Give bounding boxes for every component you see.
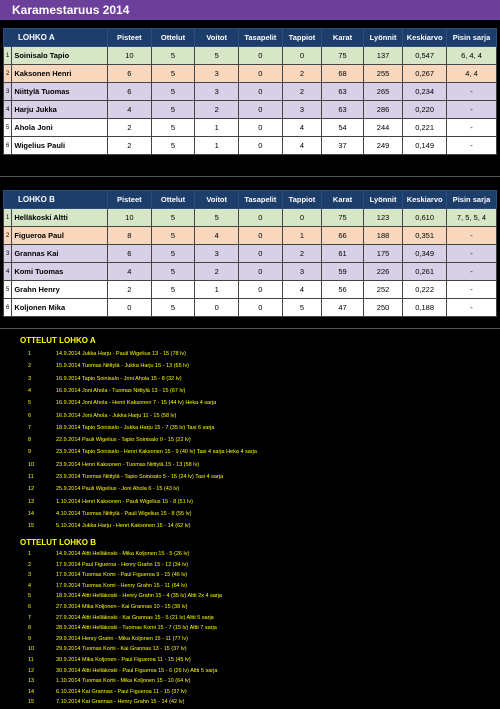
col-header: Lyönnit <box>363 29 403 47</box>
stat-cell: 5 <box>151 263 195 281</box>
stat-cell: 5 <box>151 245 195 263</box>
stat-cell: 0 <box>239 227 283 245</box>
match-number: 5 <box>28 593 32 600</box>
stat-cell: 0 <box>282 209 322 227</box>
stat-cell: 4 <box>282 137 322 155</box>
match-number: 8 <box>28 625 32 632</box>
table-row <box>4 209 497 227</box>
stat-cell: 5 <box>151 137 195 155</box>
player-name: Figueroa Paul <box>12 227 108 245</box>
match-result: 16.9.2014 Joni Ahola - Tuomas Niittylä 13 - 15 (67 lv) <box>56 387 186 394</box>
list-item <box>0 413 500 423</box>
stat-cell: 5 <box>151 227 195 245</box>
page-title: Karamestaruus 2014 <box>0 0 500 20</box>
rank-cell: 5 <box>4 119 12 137</box>
stat-cell: 0,222 <box>403 281 447 299</box>
match-number: 11 <box>28 474 34 480</box>
stat-cell: 6 <box>108 83 152 101</box>
list-item <box>0 657 500 667</box>
player-name: Kaksonen Henri <box>12 65 108 83</box>
match-result: 18.9.2014 Altti Helläkoski - Henry Grahn 15 - 4 (35 lv) Altti 2x 4 sarja <box>56 593 222 600</box>
stat-cell: 56 <box>322 281 364 299</box>
stat-cell: 5 <box>151 101 195 119</box>
stat-cell: 244 <box>363 119 403 137</box>
stat-cell: 137 <box>363 47 403 65</box>
stat-cell: 59 <box>322 263 364 281</box>
player-name: Ahola Joni <box>12 119 108 137</box>
stat-cell: 4, 4 <box>446 65 496 83</box>
table-row <box>4 281 497 299</box>
match-number: 6 <box>28 412 32 419</box>
stat-cell: 286 <box>363 101 403 119</box>
stat-cell: 0,149 <box>403 137 447 155</box>
match-number: 5 <box>28 400 32 407</box>
match-result: 29.9.2014 Tuomas Komi - Kai Grannas 13 - 15 (37 lv) <box>56 646 187 653</box>
list-item <box>0 486 500 496</box>
match-number: 6 <box>28 604 32 610</box>
col-header: Voitot <box>195 29 239 47</box>
list-item <box>0 646 500 656</box>
col-header: Pisteet <box>108 191 152 209</box>
list-item <box>0 636 500 646</box>
col-header: Voitot <box>195 191 239 209</box>
stat-cell: 2 <box>195 263 239 281</box>
match-result: 18.9.2014 Tapio Soinisalo - Jukka Harju 15 - 7 (35 lv) Tasi 6 sarja <box>56 424 215 431</box>
stat-cell: 0 <box>239 209 283 227</box>
table-row <box>4 263 497 281</box>
match-result: 7.10.2014 Kai Grannas - Henry Grahn 15 - 14 (42 lv) <box>56 699 185 706</box>
stat-cell: 0 <box>282 47 322 65</box>
stat-cell: 5 <box>151 65 195 83</box>
list-item <box>0 376 500 386</box>
stat-cell: 68 <box>322 65 364 83</box>
stat-cell: 2 <box>108 281 152 299</box>
match-result: 22.9.2014 Pauli Wigelius - Tapio Soinisalo 0 - 15 (22 lv) <box>56 437 191 444</box>
stat-cell: 250 <box>363 299 403 317</box>
list-item <box>0 678 500 688</box>
stat-cell: 6 <box>108 245 152 263</box>
stat-cell: 6, 4, 4 <box>446 47 496 65</box>
stat-cell: 255 <box>363 65 403 83</box>
match-number: 10 <box>28 646 35 653</box>
stat-cell: 5 <box>282 299 322 317</box>
stat-cell: 1 <box>195 137 239 155</box>
match-number: 4 <box>28 582 32 589</box>
stat-cell: 0,547 <box>403 47 447 65</box>
match-number: 14 <box>28 688 35 695</box>
list-item <box>0 400 500 410</box>
match-result: 23.9.2014 Henri Kaksonen - Tuomas Niittylä 15 - 13 (58 lv) <box>56 461 200 468</box>
stat-cell: 2 <box>282 245 322 263</box>
stat-cell: 10 <box>108 47 152 65</box>
match-number: 3 <box>28 375 32 382</box>
list-item <box>0 604 500 614</box>
match-number: 4 <box>28 387 32 394</box>
match-number: 1 <box>28 551 32 557</box>
match-number: 3 <box>28 572 32 579</box>
stat-cell: 0 <box>239 101 283 119</box>
stat-cell: - <box>446 119 496 137</box>
match-number: 13 <box>28 678 35 685</box>
match-number: 10 <box>28 461 35 468</box>
stat-cell: 2 <box>108 119 152 137</box>
list-item <box>0 689 500 699</box>
stat-cell: 0 <box>239 119 283 137</box>
rank-cell: 1 <box>4 47 12 65</box>
match-number: 12 <box>28 667 35 674</box>
match-result: 16.9.2014 Joni Ahola - Jukka Harju 11 - 15 (58 lv) <box>56 412 177 419</box>
match-number: 2 <box>28 363 32 370</box>
match-number: 15 <box>28 523 35 530</box>
stat-cell: 5 <box>151 299 195 317</box>
group-name: LOHKO A <box>4 29 108 47</box>
table-row <box>4 47 497 65</box>
standings-table-lohko-b <box>3 190 497 317</box>
list-item <box>0 593 500 603</box>
stat-cell: 61 <box>322 245 364 263</box>
stat-cell: 4 <box>108 101 152 119</box>
stat-cell: 7, 5, 5, 4 <box>446 209 496 227</box>
stat-cell: 5 <box>195 209 239 227</box>
stat-cell: 5 <box>195 47 239 65</box>
stat-cell: 0,261 <box>403 263 447 281</box>
col-header: Karat <box>322 29 364 47</box>
list-item <box>0 551 500 561</box>
stat-cell: 188 <box>363 227 403 245</box>
stat-cell: - <box>446 299 496 317</box>
stat-cell: 0 <box>239 245 283 263</box>
stat-cell: 63 <box>322 83 364 101</box>
stat-cell: - <box>446 101 496 119</box>
stat-cell: 2 <box>195 101 239 119</box>
stat-cell: 0,351 <box>403 227 447 245</box>
match-result: 14.9.2014 Jukka Harju - Pauli Wigelius 13 - 15 (78 lv) <box>56 351 186 357</box>
stat-cell: 1 <box>282 227 322 245</box>
match-number: 14 <box>28 510 35 517</box>
stat-cell: 1 <box>195 119 239 137</box>
match-result: 16.9.2014 Tapio Soinisalo - Joni Ahola 15 - 8 (32 lv) <box>56 375 182 382</box>
stat-cell: 6 <box>108 65 152 83</box>
stat-cell: 265 <box>363 83 403 101</box>
stat-cell: 0 <box>239 47 283 65</box>
stat-cell: 5 <box>151 83 195 101</box>
stat-cell: 2 <box>282 65 322 83</box>
list-item <box>0 474 500 484</box>
stat-cell: 75 <box>322 47 364 65</box>
match-result: 17.9.2014 Paul Figueroa - Henry Grahn 15 - 12 (34 lv) <box>56 561 189 568</box>
match-result: 27.9.2014 Mika Koljonen - Kai Grannas 10 - 15 (38 lv) <box>56 604 188 610</box>
player-name: Grannas Kai <box>12 245 108 263</box>
col-header: Pisin sarja <box>446 29 496 47</box>
stat-cell: 0 <box>108 299 152 317</box>
match-result: 16.9.2014 Joni Ahola - Henri Kaksonen 7 - 15 (44 lv) Heka 4 sarja <box>56 400 217 407</box>
stat-cell: 3 <box>282 263 322 281</box>
match-result: 17.9.2014 Tuomas Komi - Henry Grahn 15 - 11 (64 lv) <box>56 582 188 589</box>
list-item <box>0 562 500 572</box>
stat-cell: 0,610 <box>403 209 447 227</box>
col-header: Pisteet <box>108 29 152 47</box>
list-item <box>0 668 500 678</box>
col-header: Keskiarvo <box>403 29 447 47</box>
matches-heading-b: OTTELUT LOHKO B <box>20 538 96 547</box>
divider <box>0 328 500 329</box>
match-result: 27.9.2014 Altti Helläkoski - Kai Grannas 15 - 5 (21 lv) Altti 5 sarja <box>56 614 214 621</box>
stat-cell: 3 <box>282 101 322 119</box>
match-number: 12 <box>28 486 35 493</box>
player-name: Grahn Henry <box>12 281 108 299</box>
stat-cell: 1 <box>195 281 239 299</box>
stat-cell: 252 <box>363 281 403 299</box>
match-number: 8 <box>28 437 32 444</box>
matches-heading-a: OTTELUT LOHKO A <box>20 336 96 345</box>
match-number: 1 <box>28 351 32 357</box>
col-header: Tappiot <box>282 191 322 209</box>
match-number: 13 <box>28 498 35 505</box>
standings-table-lohko-a <box>3 28 497 155</box>
list-item <box>0 499 500 509</box>
col-header: Lyönnit <box>363 191 403 209</box>
match-number: 15 <box>28 699 35 706</box>
match-result: 5.10.2014 Jukka Harju - Henri Kaksonen 15 - 14 (62 lv) <box>56 523 191 530</box>
match-number: 11 <box>28 657 34 663</box>
table-row <box>4 83 497 101</box>
stat-cell: 8 <box>108 227 152 245</box>
list-item <box>0 437 500 447</box>
stat-cell: 175 <box>363 245 403 263</box>
match-result: 15.9.2014 Tuomas Niittylä - Jukka Harju 15 - 13 (65 lv) <box>56 363 189 370</box>
stat-cell: - <box>446 281 496 299</box>
col-header: Tappiot <box>282 29 322 47</box>
match-result: 6.10.2014 Kai Grannas - Paul Figueroa 11 - 15 (37 lv) <box>56 688 187 695</box>
divider <box>0 176 500 177</box>
list-item <box>0 615 500 625</box>
player-name: Koljonen Mika <box>12 299 108 317</box>
table-row <box>4 227 497 245</box>
stat-cell: - <box>446 245 496 263</box>
stat-cell: - <box>446 263 496 281</box>
stat-cell: 0,267 <box>403 65 447 83</box>
stat-cell: 2 <box>282 83 322 101</box>
match-result: 28.9.2014 Altti Helläkoski - Tuomas Komi 15 - 7 (15 lv) Altti 7 sarja <box>56 625 217 632</box>
stat-cell: 3 <box>195 245 239 263</box>
match-result: 17.9.2014 Tuomas Komi - Paul Figueroa 9 - 15 (46 lv) <box>56 572 188 579</box>
stat-cell: 4 <box>282 281 322 299</box>
stat-cell: 47 <box>322 299 364 317</box>
stat-cell: 0 <box>239 299 283 317</box>
player-name: Niittylä Tuomas <box>12 83 108 101</box>
col-header: Ottelut <box>151 29 195 47</box>
match-result: 14.9.2014 Altti Helläkoski - Mika Koljonen 15 - 5 (26 lv) <box>56 551 190 557</box>
match-result: 29.9.2014 Henry Grahn - Mika Koljonen 15 - 11 (77 lv) <box>56 635 188 642</box>
col-header: Ottelut <box>151 191 195 209</box>
list-item <box>0 625 500 635</box>
table-header-row <box>4 191 497 209</box>
player-name: Harju Jukka <box>12 101 108 119</box>
stat-cell: 249 <box>363 137 403 155</box>
match-result: 23.9.2014 Tuomas Niittylä - Tapio Soinisalo 5 - 15 (24 lv) Tasi 4 sarja <box>56 474 224 480</box>
group-name: LOHKO B <box>4 191 108 209</box>
table-row <box>4 65 497 83</box>
col-header: Tasapelit <box>239 29 283 47</box>
stat-cell: 0 <box>239 65 283 83</box>
rank-cell: 4 <box>4 263 12 281</box>
match-number: 7 <box>28 424 32 431</box>
rank-cell: 6 <box>4 299 12 317</box>
stat-cell: 4 <box>108 263 152 281</box>
match-result: 23.9.2014 Tapio Soinisalo - Henri Kaksonen 15 - 9 (40 lv) Tasi 4 sarja Heka 4 sarja <box>56 449 257 456</box>
match-result: 4.10.2014 Tuomas Niittylä - Pauli Wigelius 15 - 8 (55 lv) <box>56 510 192 517</box>
stat-cell: 0,188 <box>403 299 447 317</box>
col-header: Tasapelit <box>239 191 283 209</box>
rank-cell: 3 <box>4 245 12 263</box>
list-item <box>0 572 500 582</box>
list-item <box>0 523 500 533</box>
stat-cell: 4 <box>195 227 239 245</box>
list-item <box>0 388 500 398</box>
stat-cell: - <box>446 137 496 155</box>
stat-cell: 0 <box>195 299 239 317</box>
rank-cell: 1 <box>4 209 12 227</box>
stat-cell: 10 <box>108 209 152 227</box>
match-result: 25.9.2014 Pauli Wigelius - Joni Ahola 6 - 15 (43 lv) <box>56 486 180 493</box>
match-number: 9 <box>28 635 32 642</box>
player-name: Wigelius Pauli <box>12 137 108 155</box>
match-result: 1.10.2014 Tuomas Komi - Mika Koljonen 15 - 10 (64 lv) <box>56 678 191 685</box>
stat-cell: 0,221 <box>403 119 447 137</box>
stat-cell: 0 <box>239 137 283 155</box>
rank-cell: 5 <box>4 281 12 299</box>
match-number: 2 <box>28 561 32 568</box>
table-header-row <box>4 29 497 47</box>
list-item <box>0 351 500 361</box>
match-number: 9 <box>28 449 32 456</box>
table-row <box>4 101 497 119</box>
rank-cell: 2 <box>4 227 12 245</box>
stat-cell: - <box>446 227 496 245</box>
stat-cell: 66 <box>322 227 364 245</box>
stat-cell: - <box>446 83 496 101</box>
list-item <box>0 425 500 435</box>
match-number: 7 <box>28 614 32 621</box>
stat-cell: 5 <box>151 47 195 65</box>
player-name: Helläkoski Altti <box>12 209 108 227</box>
stat-cell: 0,349 <box>403 245 447 263</box>
list-item <box>0 449 500 459</box>
stat-cell: 123 <box>363 209 403 227</box>
stat-cell: 4 <box>282 119 322 137</box>
player-name: Soinisalo Tapio <box>12 47 108 65</box>
stat-cell: 0 <box>239 83 283 101</box>
col-header: Pisin sarja <box>446 191 496 209</box>
table-row <box>4 299 497 317</box>
rank-cell: 4 <box>4 101 12 119</box>
stat-cell: 37 <box>322 137 364 155</box>
stat-cell: 2 <box>108 137 152 155</box>
stat-cell: 5 <box>151 119 195 137</box>
stat-cell: 75 <box>322 209 364 227</box>
stat-cell: 0,220 <box>403 101 447 119</box>
list-item <box>0 583 500 593</box>
player-name: Komi Tuomas <box>12 263 108 281</box>
rank-cell: 2 <box>4 65 12 83</box>
stat-cell: 0 <box>239 281 283 299</box>
match-result: 30.9.2014 Mika Koljonen - Paul Figueroa 11 - 15 (45 lv) <box>56 657 191 663</box>
stat-cell: 5 <box>151 209 195 227</box>
stat-cell: 226 <box>363 263 403 281</box>
rank-cell: 3 <box>4 83 12 101</box>
stat-cell: 0 <box>239 263 283 281</box>
list-item <box>0 511 500 521</box>
stat-cell: 5 <box>151 281 195 299</box>
match-result: 1.10.2014 Henri Kaksonen - Pauli Wigelius 15 - 8 (51 lv) <box>56 498 193 505</box>
match-result: 30.9.2014 Altti Helläkoski - Paul Figueroa 15 - 6 (26 lv) Altti 5 sarja <box>56 667 218 674</box>
stat-cell: 63 <box>322 101 364 119</box>
stat-cell: 3 <box>195 83 239 101</box>
rank-cell: 6 <box>4 137 12 155</box>
stat-cell: 0,234 <box>403 83 447 101</box>
table-row <box>4 119 497 137</box>
stat-cell: 54 <box>322 119 364 137</box>
col-header: Keskiarvo <box>403 191 447 209</box>
stat-cell: 3 <box>195 65 239 83</box>
col-header: Karat <box>322 191 364 209</box>
list-item <box>0 363 500 373</box>
table-row <box>4 137 497 155</box>
table-row <box>4 245 497 263</box>
list-item <box>0 462 500 472</box>
